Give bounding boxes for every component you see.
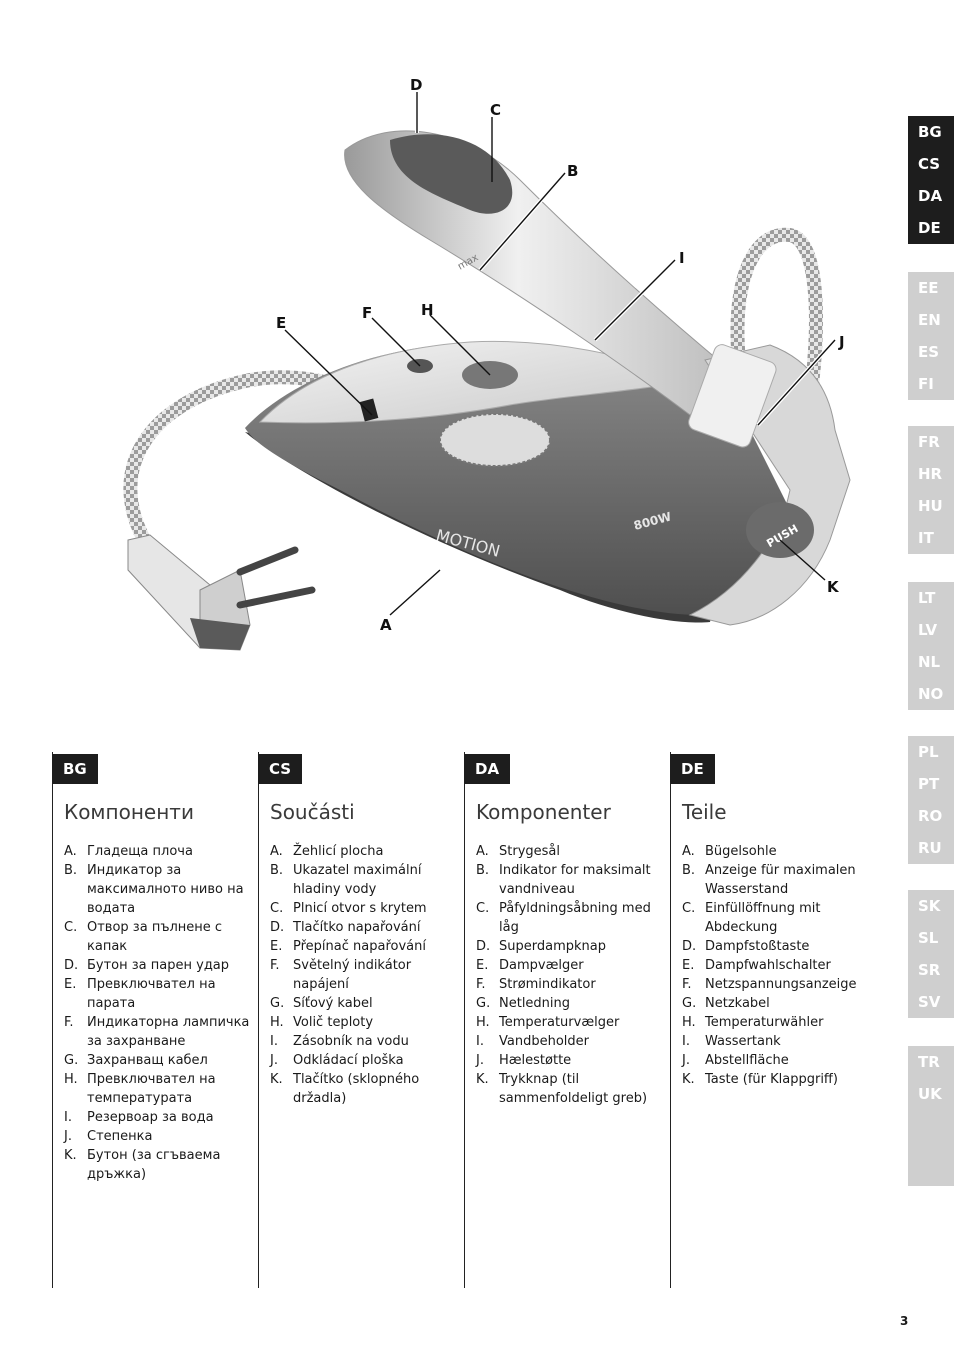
list-item: K. Taste (für Klappgriff) (682, 1072, 838, 1087)
iron-diagram (90, 70, 880, 690)
list-item: I. Резервоар за вода (64, 1110, 214, 1125)
list-item: H. Temperaturvælger (476, 1015, 620, 1030)
callout-a: A (380, 616, 392, 634)
language-tab[interactable]: DA (918, 187, 943, 205)
max-mark: max (456, 252, 481, 273)
list-item: E. Dampfwahlschalter (682, 958, 831, 973)
list-item: J. Hælestøtte (476, 1053, 572, 1068)
callout-f: F (362, 304, 373, 322)
language-group (908, 582, 954, 710)
parts-column-da (464, 752, 670, 1288)
language-tag: DA (464, 754, 510, 784)
callout-i: I (679, 249, 685, 267)
list-item: G. Síťový kabel (270, 996, 373, 1011)
list-item: A. Žehlicí plocha (270, 844, 384, 859)
language-tab[interactable]: ES (918, 343, 940, 361)
list-item: F. Světelný indikátor napájení (270, 958, 412, 992)
list-item: B. Anzeige für maximalen Wasserstand (682, 863, 856, 897)
callout-h: H (421, 301, 434, 319)
list-item: D. Superdampknap (476, 939, 606, 954)
list-item: A. Strygesål (476, 844, 560, 859)
parts-column-de (670, 752, 876, 1288)
language-tab[interactable]: EN (918, 311, 941, 329)
language-tab[interactable]: FI (918, 375, 934, 393)
list-item: B. Indikator for maksimalt vandniveau (476, 863, 651, 897)
language-tab[interactable]: FR (918, 433, 940, 451)
language-tag: CS (258, 754, 302, 784)
language-tab[interactable]: IT (918, 529, 934, 547)
temperature-dial (440, 414, 550, 466)
language-tab[interactable]: NO (918, 685, 944, 703)
column-rule (52, 752, 53, 1288)
language-tab[interactable]: UK (918, 1085, 942, 1103)
list-item: D. Бутон за парен удар (64, 958, 230, 973)
language-tab[interactable]: SK (918, 897, 941, 915)
list-item: D. Dampfstoßtaste (682, 939, 810, 954)
list-item: C. Plnicí otvor s krytem (270, 901, 427, 916)
list-item: J. Abstellfläche (682, 1053, 789, 1068)
language-tab[interactable]: SR (918, 961, 941, 979)
list-item: K. Tlačítko (sklopného držadla) (270, 1072, 420, 1106)
list-item: E. Dampvælger (476, 958, 584, 973)
list-item: G. Netzkabel (682, 996, 770, 1011)
list-item: F. Индикаторна лампичка за захранване (64, 1015, 250, 1049)
list-item: C. Отвор за пълнене с капак (64, 920, 223, 954)
list-item: H. Volič teploty (270, 1015, 374, 1030)
list-item: A. Гладеща плоча (64, 844, 193, 859)
list-item: C. Påfyldningsåbning med låg (476, 901, 651, 935)
callout-k: K (827, 578, 839, 596)
power-print: 800W (632, 509, 673, 533)
language-tab[interactable]: PT (918, 775, 940, 793)
language-tab[interactable]: LV (918, 621, 938, 639)
language-tab[interactable]: SV (918, 993, 941, 1011)
list-item: I. Vandbeholder (476, 1034, 589, 1049)
language-tab[interactable]: NL (918, 653, 941, 671)
list-item: D. Tlačítko napařování (270, 920, 421, 935)
language-group (908, 1046, 954, 1186)
column-rule (464, 752, 465, 1288)
page-number: 3 (900, 1314, 909, 1328)
callout-e: E (276, 314, 287, 332)
list-item: E. Превключвател на парата (64, 977, 216, 1011)
column-rule (258, 752, 259, 1288)
language-tab[interactable]: PL (918, 743, 939, 761)
parts-list (64, 842, 254, 1184)
list-item: F. Netzspannungsanzeige (682, 977, 857, 992)
list-item: A. Bügelsohle (682, 844, 777, 859)
language-tab[interactable]: LT (918, 589, 936, 607)
list-item: H. Превключвател на температурата (64, 1072, 216, 1106)
language-tag: DE (670, 754, 715, 784)
language-group (908, 272, 954, 400)
language-group (908, 426, 954, 554)
list-item: B. Ukazatel maximální hladiny vody (270, 863, 422, 897)
parts-column-cs (258, 752, 464, 1288)
push-print: PUSH (764, 521, 801, 551)
power-plug (128, 535, 312, 650)
list-item: K. Trykknap (til sammenfoldeligt greb) (476, 1072, 648, 1106)
language-tab[interactable]: EE (918, 279, 939, 297)
language-group (908, 890, 954, 1018)
language-group (908, 116, 954, 244)
language-tag: BG (52, 754, 98, 784)
section-title: Součásti (270, 800, 355, 824)
list-item: H. Temperaturwähler (682, 1015, 824, 1030)
language-tab[interactable]: SL (918, 929, 939, 947)
parts-list (270, 842, 460, 1108)
callout-d: D (410, 76, 423, 94)
list-item: F. Strømindikator (476, 977, 596, 992)
language-tab[interactable]: CS (918, 155, 941, 173)
list-item: J. Степенка (64, 1129, 153, 1144)
list-item: I. Zásobník na vodu (270, 1034, 409, 1049)
language-tab[interactable]: RU (918, 839, 942, 857)
language-tab[interactable]: BG (918, 123, 942, 141)
list-item: G. Netledning (476, 996, 571, 1011)
list-item: J. Odkládací ploška (270, 1053, 404, 1068)
list-item: K. Бутон (за сгъваема дръжка) (64, 1148, 221, 1182)
section-title: Компоненти (64, 800, 194, 824)
callout-b: B (567, 162, 579, 180)
language-group (908, 736, 954, 864)
language-tab[interactable]: DE (918, 219, 941, 237)
parts-list (682, 842, 872, 1089)
list-item: E. Přepínač napařování (270, 939, 426, 954)
section-title: Komponenter (476, 800, 611, 824)
callout-c: C (490, 101, 502, 119)
list-item: C. Einfüllöffnung mit Abdeckung (682, 901, 821, 935)
parts-column-bg (52, 752, 258, 1288)
column-rule (670, 752, 671, 1288)
list-item: B. Индикатор за максималното ниво на водата (64, 863, 244, 916)
list-item: I. Wassertank (682, 1034, 781, 1049)
callout-j: J (839, 333, 845, 351)
language-tab[interactable]: RO (918, 807, 943, 825)
brand-print: MOTION (433, 525, 503, 561)
parts-list (476, 842, 666, 1108)
language-tab[interactable]: TR (918, 1053, 940, 1071)
section-title: Teile (682, 800, 727, 824)
list-item: G. Захранващ кабел (64, 1053, 208, 1068)
language-tab[interactable]: HU (918, 497, 943, 515)
language-tab[interactable]: HR (918, 465, 943, 483)
